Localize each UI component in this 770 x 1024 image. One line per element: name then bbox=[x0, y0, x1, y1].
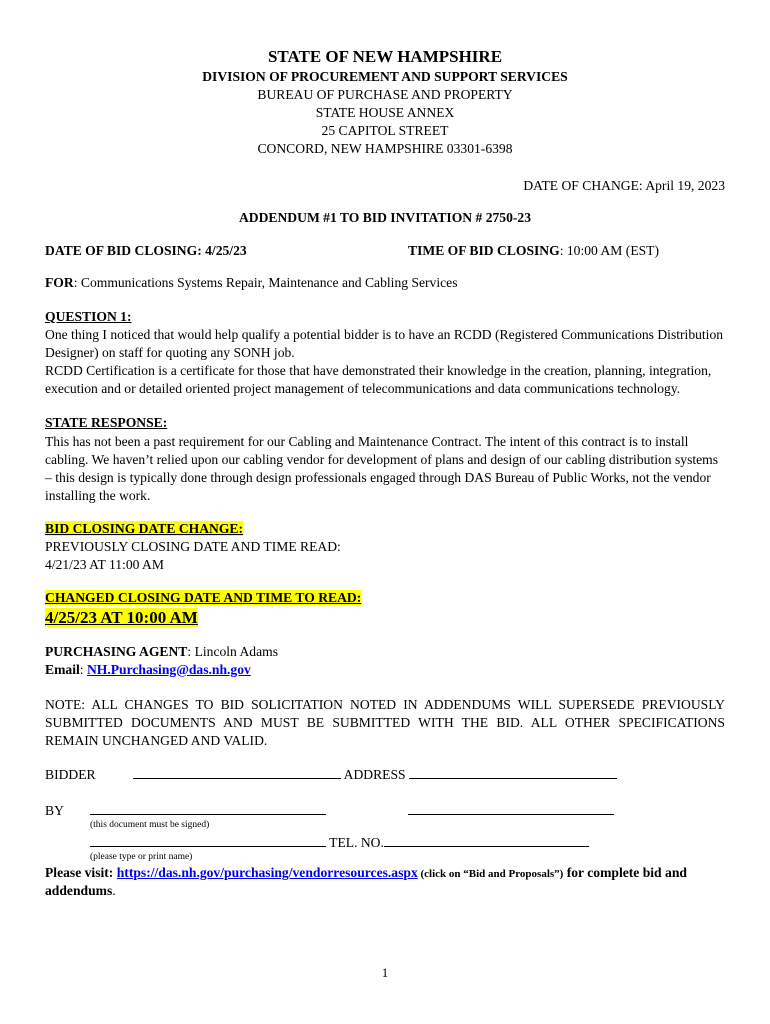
click-note: (click on “Bid and Proposals”) bbox=[417, 868, 564, 881]
name-row bbox=[45, 834, 725, 852]
question-section bbox=[45, 308, 725, 398]
bid-closing-date: DATE OF BID CLOSING: 4/25/23 bbox=[45, 242, 247, 258]
email-separator: : bbox=[79, 661, 87, 677]
date-of-change: DATE OF CHANGE: April 19, 2023 bbox=[523, 177, 725, 193]
response-section bbox=[45, 414, 725, 504]
address-line-2 bbox=[408, 802, 614, 815]
bidder-line bbox=[133, 766, 341, 779]
visit-period: . bbox=[112, 883, 116, 899]
previous-closing-label: PREVIOUSLY CLOSING DATE AND TIME READ: bbox=[45, 538, 341, 554]
annex-name: STATE HOUSE ANNEX bbox=[315, 104, 455, 120]
address-label: ADDRESS bbox=[343, 767, 406, 783]
address-line bbox=[409, 766, 617, 779]
agent-name: : Lincoln Adams bbox=[187, 643, 279, 659]
for-value: : Communications Systems Repair, Maintenance and Cabling Services bbox=[73, 275, 458, 291]
bidder-label: BIDDER bbox=[45, 767, 96, 783]
agent-section bbox=[45, 643, 725, 679]
changed-closing-heading: CHANGED CLOSING DATE AND TIME TO READ: bbox=[45, 590, 362, 606]
signature-line bbox=[90, 802, 326, 815]
division-name: DIVISION OF PROCUREMENT AND SUPPORT SERVICES bbox=[202, 69, 568, 85]
bidder-row bbox=[45, 766, 725, 784]
question-text-2: RCDD Certification is a certificate for those that have demonstrated their knowledge in the creation, planning, integration, execution and or detailed oriented project management of telecommunications and data communications technology. bbox=[45, 363, 712, 397]
previous-closing-value: 4/21/23 AT 11:00 AM bbox=[45, 557, 164, 573]
visit-prefix: Please visit: bbox=[45, 865, 117, 881]
by-label: BY bbox=[45, 803, 64, 819]
agent-label: PURCHASING AGENT bbox=[45, 643, 188, 659]
bid-closing-row bbox=[45, 242, 725, 260]
print-name-line bbox=[90, 834, 326, 847]
for-line bbox=[45, 274, 725, 292]
tel-label: TEL. NO. bbox=[329, 834, 384, 850]
street-address: 25 CAPITOL STREET bbox=[321, 122, 449, 138]
closing-change-heading: BID CLOSING DATE CHANGE: bbox=[45, 520, 244, 536]
tel-line bbox=[384, 834, 589, 847]
bid-closing-time-value: : 10:00 AM (EST) bbox=[559, 242, 660, 258]
email-label: Email bbox=[45, 661, 80, 677]
by-row bbox=[45, 802, 725, 820]
closing-change-section bbox=[45, 520, 725, 630]
page-number: 1 bbox=[381, 965, 389, 980]
email-link[interactable]: NH.Purchasing@das.nh.gov bbox=[86, 661, 251, 677]
new-closing-value: 4/25/23 AT 10:00 AM bbox=[45, 608, 198, 628]
state-title: STATE OF NEW HAMPSHIRE bbox=[267, 47, 503, 66]
bid-closing-time bbox=[408, 242, 659, 260]
bureau-name: BUREAU OF PURCHASE AND PROPERTY bbox=[257, 87, 513, 103]
response-text: This has not been a past requirement for our Cabling and Maintenance Contract. The intent of this contract is to install cabling. We haven’t relied upon our cabling vendor for development of plans and design of our cabling distribution systems – this design is typically done through design professionals engaged through DAS Bureau of Public Works, not the vendor installing the work. bbox=[45, 433, 719, 503]
response-heading: STATE RESPONSE: bbox=[45, 415, 168, 431]
note-text: NOTE: ALL CHANGES TO BID SOLICITATION NOTED IN ADDENDUMS WILL SUPERSEDE PREVIOUSLY SUBMITTED DOCUMENTS AND MUST BE SUBMITTED WITH THE BID. ALL OTHER SPECIFICATIONS REMAIN UNCHANGED AND VALID. bbox=[45, 696, 725, 749]
visit-suffix: for complete bid and addendums bbox=[45, 865, 687, 899]
vendor-resources-link[interactable]: https://das.nh.gov/purchasing/vendorresources.aspx bbox=[116, 865, 418, 881]
bid-closing-time-label: TIME OF BID CLOSING bbox=[408, 242, 560, 258]
visit-line bbox=[45, 864, 725, 900]
for-label: FOR bbox=[45, 275, 74, 291]
question-text-1: One thing I noticed that would help qualify a potential bidder is to have an RCDD (Registered Communications Distribution Designer) on staff for quoting any SONH job. bbox=[45, 327, 724, 361]
city-address: CONCORD, NEW HAMPSHIRE 03301-6398 bbox=[257, 140, 513, 156]
question-heading: QUESTION 1: bbox=[45, 309, 132, 325]
signed-hint: (this document must be signed) bbox=[90, 820, 210, 831]
addendum-title: ADDENDUM #1 TO BID INVITATION # 2750-23 bbox=[238, 209, 532, 225]
print-hint: (please type or print name) bbox=[90, 851, 193, 862]
document-page bbox=[45, 46, 725, 900]
